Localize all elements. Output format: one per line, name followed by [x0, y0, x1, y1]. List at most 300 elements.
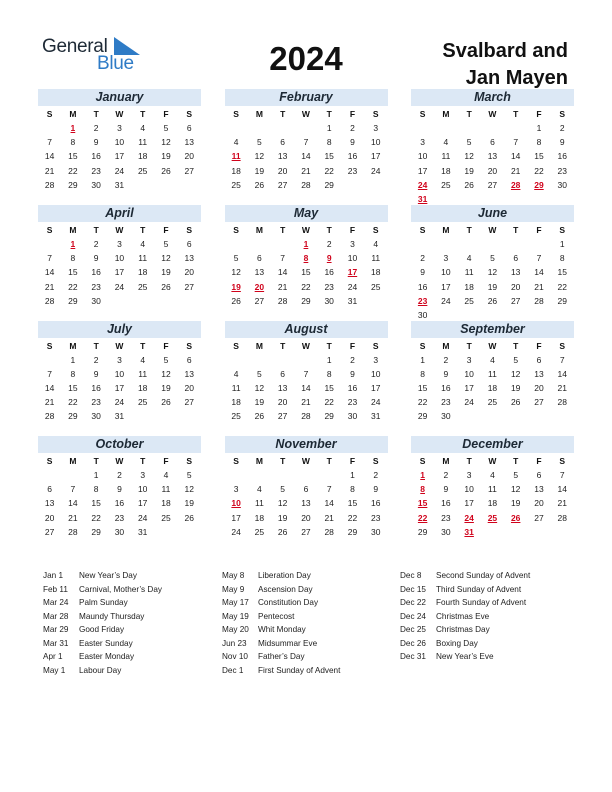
day-cell: 7: [70, 484, 76, 495]
weekday-label: T: [513, 109, 519, 119]
day-cell: 28: [68, 526, 78, 537]
weekday-label: T: [140, 225, 146, 235]
weekday-row: [225, 107, 388, 121]
holiday-day: 19: [231, 281, 241, 292]
weekday-label: T: [466, 109, 472, 119]
weekday-row: [225, 339, 388, 353]
day-cell: 9: [443, 484, 449, 495]
day-cell: 11: [464, 267, 474, 278]
day-cell: 10: [464, 368, 474, 379]
day-cell: 29: [417, 411, 428, 422]
day-cell: 16: [417, 281, 428, 292]
holiday-date: May 9: [222, 584, 245, 594]
year-title: 2024: [269, 40, 343, 77]
empty-cell: [458, 237, 481, 251]
holiday-name: Boxing Day: [436, 638, 478, 648]
empty-cell: [248, 121, 271, 135]
weekday-label: F: [163, 456, 169, 466]
weekday-label: S: [372, 109, 379, 119]
day-cell: 29: [324, 179, 334, 190]
holiday-entry: [222, 583, 397, 597]
month-header: September: [411, 321, 574, 338]
day-cell: 26: [464, 179, 474, 190]
day-cell: 19: [161, 382, 171, 393]
holiday-column: [43, 569, 218, 677]
day-cell: 1: [350, 470, 355, 480]
day-cell: 17: [441, 281, 451, 292]
day-cell: 20: [534, 498, 544, 509]
country-line-1: Svalbard and: [442, 40, 568, 62]
month-september: [411, 321, 574, 424]
holiday-date: Mar 24: [43, 598, 69, 607]
day-cell: 14: [510, 151, 521, 162]
holiday-entry: [43, 637, 218, 651]
day-cell: 20: [301, 512, 311, 523]
holiday-date: Dec 1: [222, 665, 244, 675]
day-cell: 17: [231, 512, 241, 523]
day-cell: 3: [466, 354, 472, 365]
weekday-label: S: [46, 456, 53, 466]
day-cell: 13: [44, 498, 55, 509]
weekday-row: [38, 339, 201, 353]
day-cell: 25: [370, 281, 381, 292]
day-cell: 13: [254, 267, 265, 278]
weekday-label: T: [326, 340, 332, 351]
day-cell: 12: [510, 484, 521, 495]
day-cell: 30: [91, 411, 101, 422]
day-cell: 8: [326, 137, 332, 148]
day-cell: 8: [70, 253, 76, 264]
day-cell: 1: [559, 239, 565, 249]
day-cell: 15: [68, 151, 78, 162]
empty-cell: [38, 237, 61, 251]
day-cell: 25: [231, 179, 241, 190]
weekday-label: T: [280, 225, 286, 235]
day-cell: 13: [184, 368, 194, 379]
day-cell: 16: [441, 382, 451, 393]
weekday-label: S: [233, 225, 239, 235]
month-october: [38, 436, 201, 539]
empty-cell: [271, 468, 294, 482]
day-cell: 6: [536, 470, 542, 480]
holiday-day: 8: [420, 484, 425, 495]
holiday-name: Labour Day: [79, 665, 122, 675]
day-cell: 18: [487, 498, 498, 509]
day-cell: 28: [301, 411, 311, 422]
day-cell: 14: [277, 267, 288, 278]
day-cell: 11: [138, 368, 148, 379]
day-cell: 31: [114, 179, 125, 190]
day-cell: 14: [44, 151, 55, 162]
month-header: December: [411, 436, 574, 453]
holiday-date: Apr 1: [43, 652, 63, 661]
day-cell: 18: [231, 165, 241, 176]
empty-cell: [434, 237, 457, 251]
day-cell: 24: [464, 397, 474, 408]
day-cell: 15: [91, 498, 101, 509]
day-cell: 16: [91, 267, 101, 278]
weekday-label: S: [372, 340, 379, 351]
empty-cell: [504, 121, 527, 135]
day-cell: 18: [137, 382, 148, 393]
day-cell: 8: [536, 137, 542, 148]
weekday-label: T: [280, 456, 286, 466]
weekday-row: [225, 454, 388, 468]
day-cell: 16: [347, 151, 358, 162]
weekday-label: S: [559, 340, 566, 351]
month-july: [38, 321, 201, 424]
weekday-label: S: [419, 109, 426, 119]
holiday-name: Midsummar Eve: [258, 638, 318, 648]
day-cell: 28: [44, 295, 55, 306]
day-cell: 7: [47, 253, 52, 264]
day-cell: 21: [534, 281, 544, 292]
empty-cell: [527, 237, 550, 251]
day-cell: 6: [280, 368, 286, 379]
day-cell: 5: [257, 137, 262, 148]
day-cell: 26: [254, 179, 265, 190]
weekday-row: [225, 223, 388, 237]
weekday-label: W: [488, 109, 497, 119]
day-cell: 25: [441, 179, 451, 190]
holiday-name: Pentecost: [258, 611, 295, 621]
month-january: [38, 89, 201, 192]
weekday-label: F: [536, 109, 542, 119]
holiday-day: 1: [420, 470, 425, 480]
weekday-label: S: [559, 225, 566, 235]
holiday-entry: [400, 596, 575, 610]
day-cell: 20: [184, 382, 194, 393]
weekday-label: W: [301, 340, 310, 351]
month-august: [225, 321, 388, 424]
weekday-label: M: [442, 456, 450, 466]
weekday-label: S: [419, 340, 426, 351]
day-cell: 30: [441, 526, 451, 537]
day-cell: 18: [161, 498, 171, 509]
day-cell: 16: [91, 151, 101, 162]
day-cell: 15: [557, 267, 567, 278]
holiday-column: [222, 569, 397, 677]
day-cell: 27: [301, 526, 311, 537]
day-cell: 11: [488, 368, 497, 379]
weekday-label: M: [442, 109, 450, 119]
empty-cell: [458, 121, 481, 135]
day-cell: 23: [91, 165, 101, 176]
day-grid: [225, 468, 388, 539]
empty-cell: [411, 121, 434, 135]
weekday-label: W: [115, 109, 124, 119]
day-cell: 4: [140, 239, 146, 249]
weekday-label: S: [233, 456, 239, 466]
day-cell: 15: [534, 151, 544, 162]
day-cell: 28: [557, 397, 567, 408]
weekday-label: S: [372, 225, 379, 235]
weekday-label: T: [326, 109, 332, 119]
day-grid: [411, 468, 574, 539]
day-cell: 22: [347, 512, 358, 523]
empty-cell: [481, 121, 504, 135]
month-march: [411, 89, 574, 206]
day-cell: 20: [184, 267, 194, 278]
day-cell: 28: [324, 526, 334, 537]
day-cell: 8: [70, 137, 76, 148]
weekday-row: [411, 454, 574, 468]
day-cell: 25: [464, 295, 474, 306]
day-cell: 7: [303, 137, 309, 148]
day-cell: 1: [70, 354, 76, 365]
day-cell: 16: [114, 498, 125, 509]
weekday-label: W: [115, 225, 124, 235]
day-cell: 2: [559, 123, 565, 133]
holiday-name: Fourth Sunday of Advent: [436, 598, 527, 607]
weekday-label: W: [301, 456, 310, 466]
day-cell: 19: [487, 281, 498, 292]
weekday-label: S: [419, 225, 426, 235]
holiday-day: 26: [510, 512, 521, 523]
empty-cell: [248, 468, 271, 482]
day-cell: 20: [277, 165, 288, 176]
day-cell: 20: [184, 151, 194, 162]
day-cell: 17: [370, 382, 381, 393]
day-cell: 11: [161, 484, 171, 495]
weekday-label: S: [419, 456, 426, 466]
month-header: January: [38, 89, 201, 106]
day-cell: 18: [487, 382, 498, 393]
holiday-date: Dec 26: [400, 638, 426, 648]
day-cell: 14: [44, 267, 55, 278]
holiday-name: Second Sunday of Advent: [436, 571, 531, 580]
day-cell: 26: [487, 295, 498, 306]
holiday-entry: [400, 650, 575, 664]
weekday-label: M: [255, 109, 263, 119]
day-cell: 14: [68, 498, 78, 509]
holiday-name: Father’s Day: [258, 652, 305, 661]
holiday-entry: [400, 637, 575, 651]
day-cell: 4: [233, 137, 239, 148]
weekday-label: T: [466, 340, 472, 351]
country-line-2: Jan Mayen: [465, 67, 568, 89]
day-cell: 25: [137, 165, 148, 176]
weekday-label: T: [326, 225, 332, 235]
day-grid: [225, 121, 388, 192]
day-grid: [411, 237, 574, 322]
day-cell: 5: [257, 368, 262, 379]
weekday-label: M: [69, 225, 77, 235]
day-cell: 23: [114, 512, 125, 523]
holiday-day: 10: [231, 498, 241, 509]
day-cell: 18: [370, 267, 381, 278]
holiday-date: Dec 22: [400, 598, 426, 607]
weekday-label: T: [466, 225, 472, 235]
holiday-name: Good Friday: [79, 625, 125, 634]
day-cell: 4: [443, 137, 449, 148]
day-cell: 15: [324, 151, 334, 162]
day-cell: 24: [347, 281, 358, 292]
day-cell: 3: [117, 239, 122, 249]
holiday-day: 29: [534, 179, 544, 190]
day-cell: 27: [534, 512, 544, 523]
day-cell: 18: [137, 151, 148, 162]
day-cell: 30: [91, 295, 101, 306]
day-cell: 21: [68, 512, 78, 523]
holiday-date: Dec 8: [400, 571, 422, 580]
day-grid: [411, 353, 574, 424]
day-cell: 28: [301, 179, 311, 190]
weekday-label: S: [186, 456, 193, 466]
day-cell: 8: [326, 368, 332, 379]
empty-cell: [225, 468, 248, 482]
weekday-label: T: [513, 456, 519, 466]
day-cell: 22: [301, 281, 311, 292]
holiday-date: May 1: [43, 665, 66, 675]
day-cell: 21: [324, 512, 334, 523]
day-cell: 15: [347, 498, 358, 509]
day-cell: 2: [326, 239, 332, 249]
holiday-entry: [43, 610, 218, 624]
day-cell: 12: [510, 368, 521, 379]
day-cell: 15: [324, 382, 334, 393]
holiday-entry: [43, 569, 218, 583]
day-cell: 23: [91, 281, 101, 292]
weekday-label: T: [280, 109, 286, 119]
day-cell: 22: [68, 165, 78, 176]
weekday-label: M: [255, 225, 263, 235]
day-cell: 4: [257, 484, 262, 495]
holiday-entry: [222, 623, 397, 637]
day-cell: 4: [140, 123, 146, 133]
day-cell: 9: [420, 267, 425, 278]
day-grid: [38, 121, 201, 192]
weekday-label: S: [46, 340, 53, 351]
day-cell: 12: [161, 368, 171, 379]
day-cell: 16: [347, 382, 358, 393]
day-cell: 10: [114, 368, 125, 379]
holiday-day: 20: [254, 281, 265, 292]
day-cell: 17: [464, 498, 474, 509]
weekday-label: T: [280, 340, 286, 351]
empty-cell: [318, 468, 341, 482]
day-cell: 9: [117, 484, 122, 495]
holiday-date: Mar 31: [43, 638, 69, 648]
day-grid: [38, 468, 201, 539]
day-cell: 24: [370, 165, 381, 176]
day-cell: 23: [557, 165, 567, 176]
day-cell: 12: [254, 151, 265, 162]
day-cell: 14: [557, 368, 567, 379]
day-cell: 26: [231, 295, 241, 306]
day-cell: 15: [417, 382, 428, 393]
day-cell: 22: [324, 165, 334, 176]
day-cell: 30: [114, 526, 125, 537]
day-cell: 7: [559, 470, 565, 480]
day-cell: 17: [114, 267, 125, 278]
day-cell: 29: [91, 526, 101, 537]
day-cell: 21: [44, 165, 55, 176]
day-cell: 13: [534, 484, 544, 495]
month-february: [225, 89, 388, 192]
day-cell: 27: [510, 295, 521, 306]
weekday-label: F: [349, 225, 356, 235]
weekday-label: T: [326, 456, 332, 466]
day-cell: 4: [490, 354, 495, 365]
day-cell: 3: [466, 470, 472, 480]
weekday-label: F: [163, 109, 169, 119]
day-cell: 25: [161, 512, 171, 523]
day-cell: 31: [114, 411, 125, 422]
day-cell: 6: [186, 239, 192, 249]
day-cell: 5: [186, 470, 192, 480]
holiday-name: Third Sunday of Advent: [436, 584, 522, 594]
weekday-label: T: [466, 456, 472, 466]
holiday-name: Liberation Day: [258, 571, 311, 580]
day-cell: 19: [510, 498, 521, 509]
day-cell: 27: [277, 411, 288, 422]
day-cell: 11: [254, 498, 264, 509]
month-header: July: [38, 321, 201, 338]
day-cell: 17: [417, 165, 428, 176]
holiday-name: First Sunday of Advent: [258, 665, 341, 675]
day-cell: 6: [536, 354, 542, 365]
day-cell: 13: [277, 382, 288, 393]
day-cell: 25: [137, 281, 148, 292]
day-cell: 22: [417, 397, 428, 408]
month-header: February: [225, 89, 388, 106]
holiday-name: Carnival, Mother’s Day: [79, 584, 162, 594]
day-cell: 20: [44, 512, 55, 523]
day-cell: 7: [326, 484, 332, 495]
empty-cell: [38, 353, 61, 367]
day-cell: 31: [370, 411, 381, 422]
day-grid: [411, 121, 574, 206]
holiday-entry: [222, 664, 397, 678]
empty-cell: [271, 353, 294, 367]
day-cell: 28: [44, 179, 55, 190]
holiday-day: 1: [70, 123, 76, 133]
weekday-row: [411, 339, 574, 353]
day-cell: 4: [490, 470, 495, 480]
weekday-label: S: [233, 109, 239, 119]
day-cell: 27: [254, 295, 265, 306]
day-cell: 30: [370, 526, 381, 537]
holiday-entry: [400, 623, 575, 637]
holiday-day: 22: [417, 512, 428, 523]
day-cell: 5: [513, 470, 519, 480]
weekday-label: F: [536, 340, 542, 351]
day-cell: 26: [161, 165, 171, 176]
holiday-day: 31: [417, 193, 428, 204]
day-cell: 13: [487, 151, 498, 162]
day-cell: 15: [301, 267, 311, 278]
holiday-date: Feb 11: [43, 584, 68, 594]
weekday-label: F: [536, 456, 542, 466]
day-cell: 22: [68, 397, 78, 408]
day-cell: 30: [347, 411, 358, 422]
holiday-day: 25: [487, 512, 498, 523]
day-cell: 12: [464, 151, 474, 162]
holiday-entry: [222, 610, 397, 624]
day-cell: 29: [324, 411, 334, 422]
day-cell: 17: [464, 382, 474, 393]
day-cell: 12: [161, 253, 171, 264]
holiday-date: Nov 10: [222, 652, 248, 661]
holiday-day: 1: [70, 239, 76, 249]
day-cell: 4: [466, 253, 472, 264]
holiday-entry: [222, 569, 397, 583]
day-cell: 14: [44, 382, 55, 393]
holiday-day: 24: [464, 512, 474, 523]
day-cell: 28: [557, 512, 567, 523]
weekday-label: W: [115, 456, 124, 466]
